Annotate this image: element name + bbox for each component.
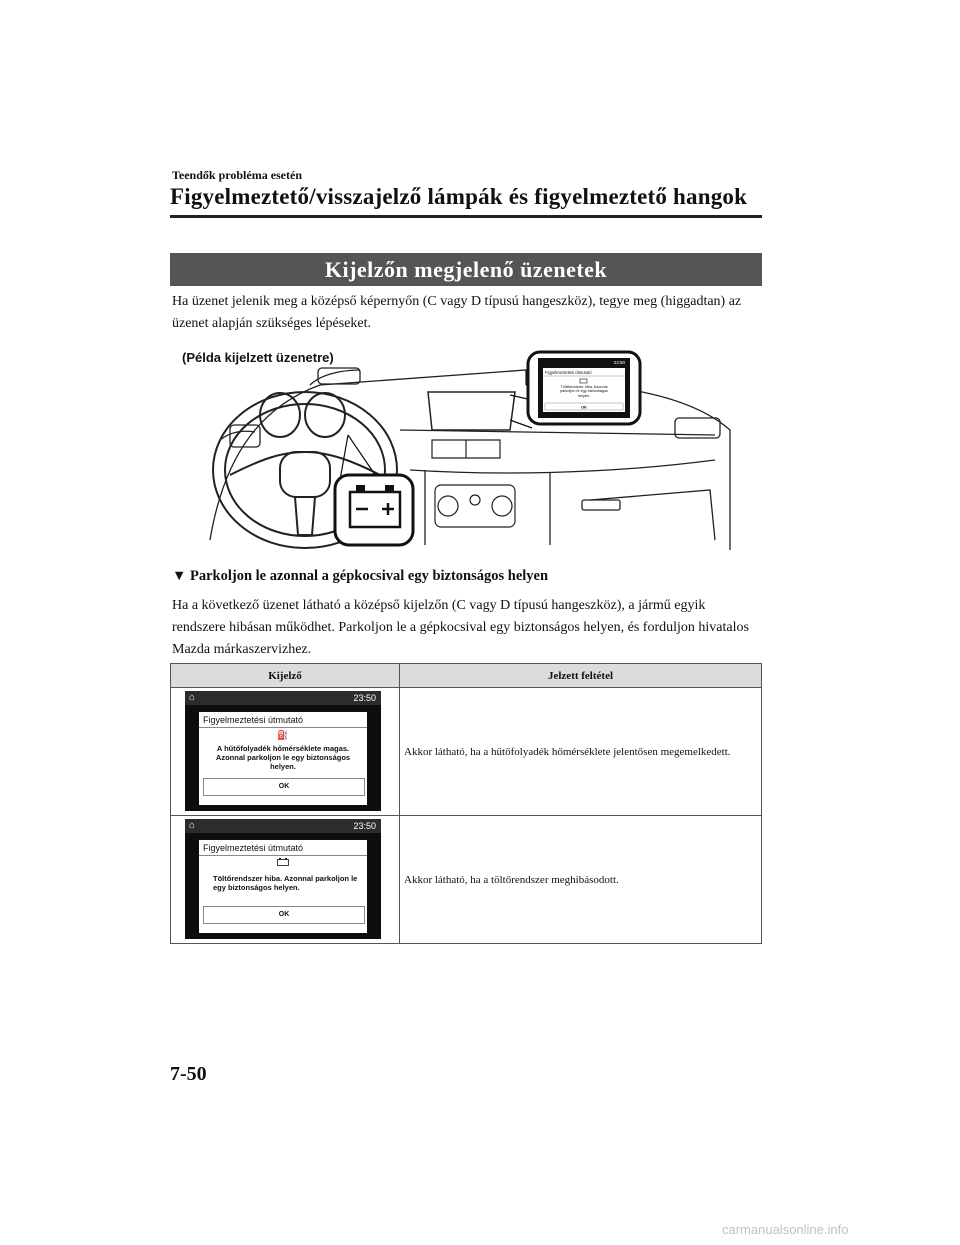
screen-topbar bbox=[185, 691, 381, 705]
dashboard-illustration bbox=[170, 340, 762, 552]
message-table bbox=[170, 663, 762, 944]
home-icon: ⌂ bbox=[189, 692, 196, 703]
table-row bbox=[171, 816, 762, 944]
center-screen bbox=[428, 392, 515, 430]
warning-screen bbox=[185, 819, 381, 939]
condition-cell: Akkor látható, ha a hűtőfolyadék hőmérséklete jelentősen megemelkedett. bbox=[400, 688, 762, 816]
inset-title: Figyelmeztetési útmutató bbox=[545, 370, 592, 375]
inset-ok: OK bbox=[581, 404, 587, 410]
screen-topbar bbox=[185, 819, 381, 833]
inset-clock: 23:50 bbox=[613, 360, 625, 365]
dialog-title: Figyelmeztetési útmutató bbox=[203, 843, 304, 853]
battery-icon bbox=[199, 858, 367, 868]
body-paragraph: Ha a következő üzenet látható a középső kijelzőn (C vagy D típusú hangeszköz), a jármű egyik rendszere hibásan működhet. Parkoljon le a gépkocsival egy biztonságos helyen, és forduljon hivatalos Mazda márkaszervizhez. bbox=[172, 598, 749, 657]
dialog-message: A hűtőfolyadék hőmérséklete magas. Azonnal parkoljon le egy biztonságos helyen. bbox=[215, 744, 351, 771]
home-icon: ⌂ bbox=[189, 820, 196, 831]
ok-button[interactable]: OK bbox=[203, 778, 365, 796]
table-header-display: Kijelző bbox=[171, 664, 400, 688]
dialog-message: Töltőrendszer hiba. Azonnal parkoljon le egy biztonságos helyen. bbox=[213, 874, 358, 892]
page-number: 7-50 bbox=[170, 1063, 207, 1085]
center-console bbox=[432, 440, 515, 527]
dialog-divider bbox=[199, 727, 367, 728]
screen-inset-callout bbox=[528, 352, 640, 424]
dialog-title: Figyelmeztetési útmutató bbox=[203, 715, 304, 725]
display-cell bbox=[171, 816, 400, 944]
warning-screen bbox=[185, 691, 381, 811]
warning-dialog bbox=[199, 840, 367, 933]
ok-button[interactable]: OK bbox=[203, 906, 365, 924]
intro-paragraph: Ha üzenet jelenik meg a középső képernyőn (C vagy D típusú hangeszköz), tegye meg (higgadtan) az üzenet alapján szükséges lépéseket. bbox=[172, 294, 742, 331]
dialog-divider bbox=[199, 855, 367, 856]
section-label: Teendők probléma esetén bbox=[172, 168, 303, 182]
screen-clock: 23:50 bbox=[353, 821, 376, 831]
subheading: ▼ Parkoljon le azonnal a gépkocsival egy biztonságos helyen bbox=[172, 568, 549, 584]
table-header-condition: Jelzett feltétel bbox=[400, 664, 762, 688]
screen-clock: 23:50 bbox=[353, 693, 376, 703]
warning-dialog bbox=[199, 712, 367, 805]
title-rule bbox=[170, 215, 762, 218]
display-cell bbox=[171, 688, 400, 816]
section-banner: Kijelzőn megjelenő üzenetek bbox=[170, 253, 762, 286]
table-row bbox=[171, 688, 762, 816]
watermark: carmanualsonline.info bbox=[722, 1222, 849, 1237]
table-header-row bbox=[171, 664, 762, 688]
battery-warning-callout bbox=[335, 475, 413, 545]
page-title: Figyelmeztető/visszajelző lámpák és figyelmeztető hangok bbox=[170, 184, 748, 209]
condition-cell: Akkor látható, ha a töltőrendszer meghibásodott. bbox=[400, 816, 762, 944]
inset-text: Töltőrendszer hiba. Azonnal parkoljon le egy biztonságos helyen. bbox=[560, 385, 608, 398]
coolant-temp-icon: ⛽ bbox=[277, 730, 289, 740]
figure-caption: (Példa kijelzett üzenetre) bbox=[182, 350, 334, 365]
